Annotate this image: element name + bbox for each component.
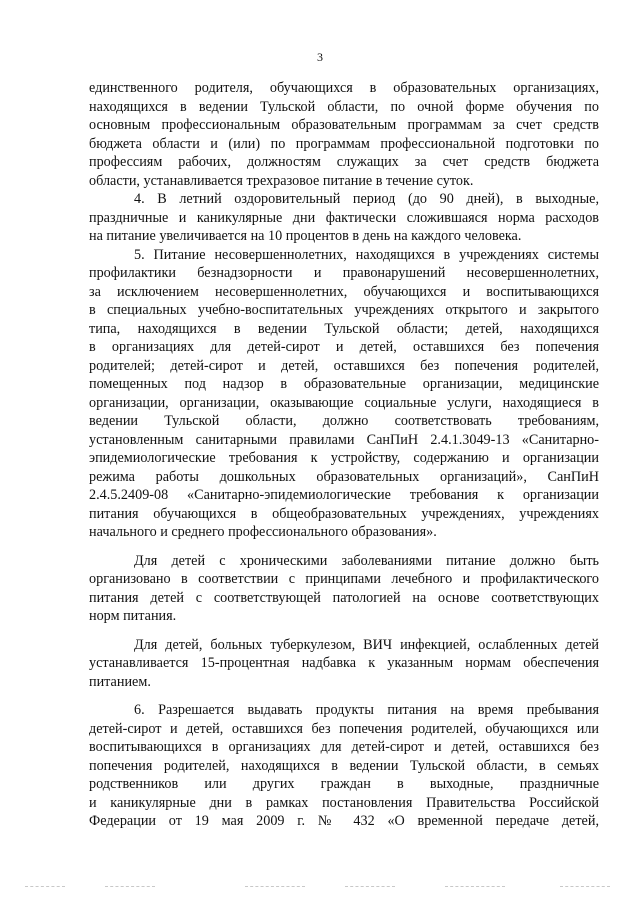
text-line: организовано в соответствии с принципами лечебного и профилактического: [89, 571, 599, 587]
scan-artifact: [25, 886, 65, 888]
text-line: установленным санитарными правилами СанПиН 2.4.1.3049-13 «Санитарно-: [89, 431, 599, 448]
text-line: питанием.: [89, 673, 151, 690]
text-line: 2.4.5.2409-08 «Санитарно-эпидемиологические требования к организации: [89, 487, 599, 503]
text-line: родителей; детей-сирот и детей, оставшихся без попечения родителей,: [89, 357, 599, 374]
text-line: профилактики безнадзорности и правонарушений несовершеннолетних,: [89, 265, 599, 281]
text-line: режима работы дошкольных образовательных организаций», СанПиН: [89, 468, 599, 485]
text-line: на питание увеличивается на 10 процентов в день на каждого человека.: [89, 228, 522, 244]
text-line: находящихся в ведении Тульской области, по очной форме обучения по: [89, 98, 599, 115]
document-body: [89, 79, 599, 831]
paragraph: [89, 190, 599, 246]
text-line: детей-сирот и детей, оставшихся без попечения родителей, обучающихся или: [89, 720, 599, 737]
text-line: Федерации от 19 мая 2009 г. № 432 «О временной передаче детей,: [89, 813, 599, 829]
text-line: организации, организации, оказывающие социальные услуги, находящиеся в: [89, 394, 599, 411]
text-line: основным профессиональным образовательным программам за счет средств: [89, 117, 599, 133]
text-line: устанавливается 15-процентная надбавка к указанным нормам обеспечения: [89, 655, 599, 671]
scan-artifact: [345, 886, 395, 888]
paragraph: [89, 79, 599, 190]
scan-artifact: [560, 886, 610, 888]
text-line: и каникулярные дни в рамках постановления Правительства Российской: [89, 794, 599, 811]
text-line: единственного родителя, обучающихся в образовательных организациях,: [89, 80, 599, 96]
text-line: воспитывающихся в организациях для детей-сирот и детей, оставшихся без: [89, 739, 599, 755]
paragraph: [89, 636, 599, 692]
text-line: эпидемиологические требования к устройству, содержанию и организации: [89, 450, 599, 466]
text-line: питания детей с соответствующей патологией на основе соответствующих: [89, 589, 599, 606]
text-line: праздничные и каникулярные дни фактически сложившаяся норма расходов: [89, 209, 599, 226]
text-line: за исключением несовершеннолетних, обучающихся и воспитывающихся: [89, 283, 599, 300]
text-line: попечения родителей, находящихся в ведении Тульской области, в семьях: [89, 757, 599, 774]
scan-artifact: [445, 886, 505, 888]
text-line: ведении Тульской области, должно соответствовать требованиям,: [89, 413, 599, 429]
text-line: бюджета области и (или) по программам профессиональной подготовки по: [89, 135, 599, 152]
text-line: в организациях для детей-сирот и детей, оставшихся без попечения: [89, 339, 599, 355]
text-line: в специальных учебно-воспитательных учреждениях открытого и закрытого: [89, 302, 599, 318]
text-line: Для детей, больных туберкулезом, ВИЧ инфекцией, ослабленных детей: [134, 636, 599, 653]
scan-artifact: [245, 886, 305, 888]
paragraph: [89, 246, 599, 542]
text-line: типа, находящихся в ведении Тульской области; детей, находящихся: [89, 320, 599, 337]
text-line: 6. Разрешается выдавать продукты питания на время пребывания: [134, 702, 599, 718]
paragraph-gap: [89, 626, 599, 636]
text-line: 4. В летний оздоровительный период (до 90 дней), в выходные,: [134, 191, 599, 207]
paragraph-gap: [89, 542, 599, 552]
page-number: 3: [317, 50, 323, 64]
text-line: Для детей с хроническими заболеваниями питание должно быть: [134, 552, 599, 569]
paragraph: [89, 701, 599, 831]
text-line: начального и среднего профессионального образования».: [89, 524, 437, 540]
text-line: помещенных под надзор в образовательные организации, медицинские: [89, 376, 599, 392]
text-line: родственников или других граждан в выходные, праздничные: [89, 776, 599, 792]
paragraph: [89, 552, 599, 626]
text-line: 5. Питание несовершеннолетних, находящихся в учреждениях системы: [134, 246, 599, 263]
text-line: норм питания.: [89, 608, 177, 624]
text-line: области, устанавливается трехразовое питание в течение суток.: [89, 172, 474, 189]
text-line: профессиям рабочих, должностям служащих за счет средств бюджета: [89, 154, 599, 170]
text-line: питания обучающихся в общеобразовательных учреждениях, учреждениях: [89, 505, 599, 522]
paragraph-gap: [89, 691, 599, 701]
scan-artifact: [105, 886, 155, 888]
